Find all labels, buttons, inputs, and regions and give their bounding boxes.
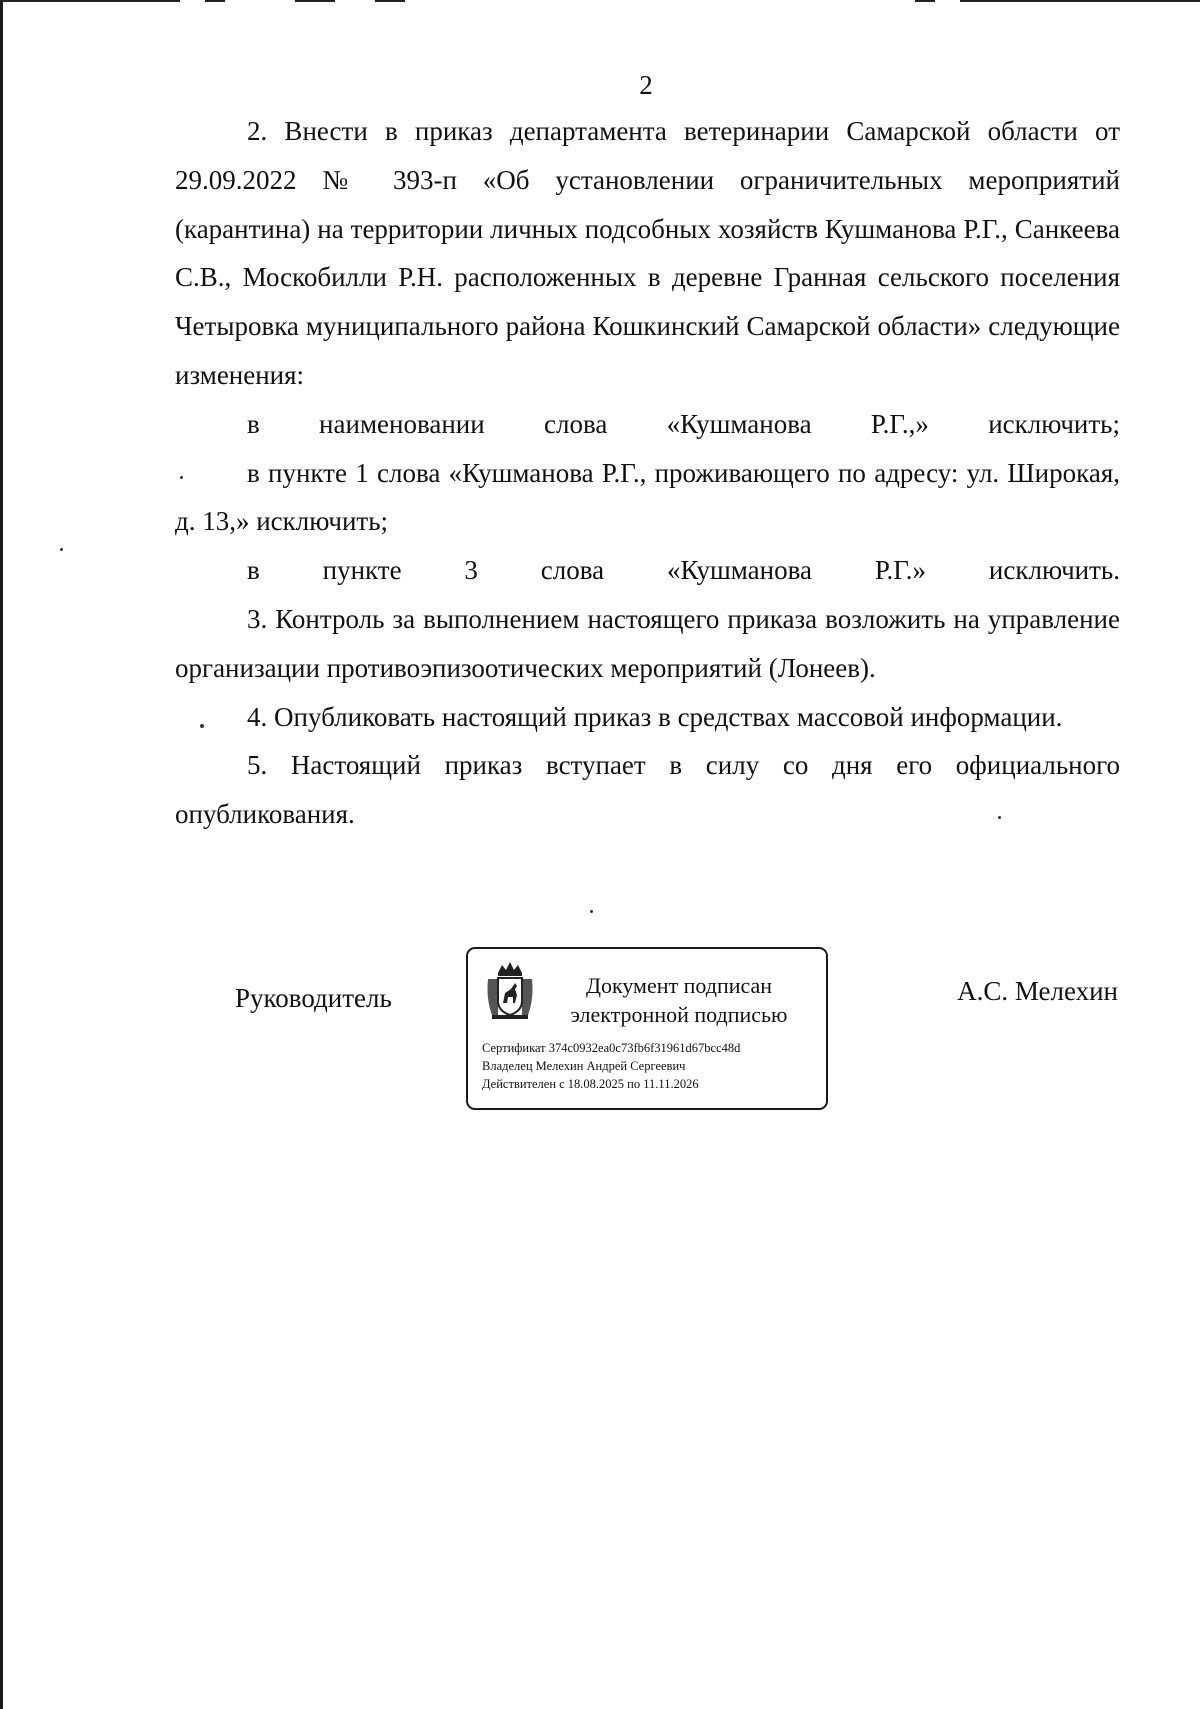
paragraph-publication: 4. Опубликовать настоящий приказ в средствах массовой информации. bbox=[247, 701, 1063, 732]
signature-block bbox=[0, 945, 1200, 1115]
stamp-owner: Владелец Мелехин Андрей Сергеевич bbox=[482, 1059, 686, 1073]
paragraph-amendment-item-1: в пункте 1 слова «Кушманова Р.Г., проживающего по адресу: ул. Широкая, д. 13,» исключить; bbox=[175, 457, 1120, 537]
scan-top-artifact bbox=[295, 0, 335, 2]
order-body bbox=[175, 107, 1120, 839]
stamp-title-line-2: электронной подписью bbox=[570, 1002, 788, 1027]
paragraph-amendment-intro: 2. Внести в приказ департамента ветеринарии Самарской области от 29.09.2022 № 393-п «Об установлении ограничительных мероприятий (карантина) на территории личных подсобных хозяйств Кушманова Р.Г., Санкеева С.В., Москобилли Р.Н. расположенных в деревне Гранная сельского поселения Четыровка муниципального района Кошкинский Самарской области» следующие изменения: bbox=[175, 116, 1120, 390]
page-number: 2 bbox=[639, 70, 653, 100]
scan-top-artifact bbox=[0, 0, 180, 2]
paragraph-effective-date: 5. Настоящий приказ вступает в силу со дня его официального опубликования. bbox=[175, 750, 1120, 830]
scan-edge bbox=[0, 0, 3, 1709]
scan-top-artifact bbox=[960, 0, 1200, 2]
scan-top-artifact bbox=[375, 0, 405, 2]
stamp-details bbox=[482, 1039, 740, 1093]
scan-top-artifact bbox=[915, 0, 935, 2]
stamp-certificate: Сертификат 374c0932ea0c73fb6f31961d67bcc48d bbox=[482, 1041, 741, 1055]
signer-name: А.С. Мелехин bbox=[957, 976, 1118, 1006]
electronic-signature-stamp bbox=[466, 947, 828, 1110]
stamp-title-line-1: Документ подписан bbox=[585, 973, 773, 998]
paragraph-control: 3. Контроль за выполнением настоящего приказа возложить на управление организации противоэпизоотических мероприятий (Лонеев). bbox=[175, 603, 1120, 683]
scan-speck bbox=[590, 910, 593, 913]
signer-role: Руководитель bbox=[235, 983, 392, 1013]
paragraph-amendment-title: в наименовании слова «Кушманова Р.Г.,» исключить; bbox=[247, 408, 1120, 439]
scan-top-artifact bbox=[205, 0, 225, 2]
stamp-title bbox=[543, 971, 815, 1029]
stamp-validity: Действителен с 18.08.2025 по 11.11.2026 bbox=[482, 1077, 699, 1091]
coat-of-arms-icon bbox=[484, 959, 536, 1021]
paragraph-amendment-item-3: в пункте 3 слова «Кушманова Р.Г.» исключить. bbox=[247, 555, 1120, 586]
scan-speck bbox=[60, 548, 63, 551]
